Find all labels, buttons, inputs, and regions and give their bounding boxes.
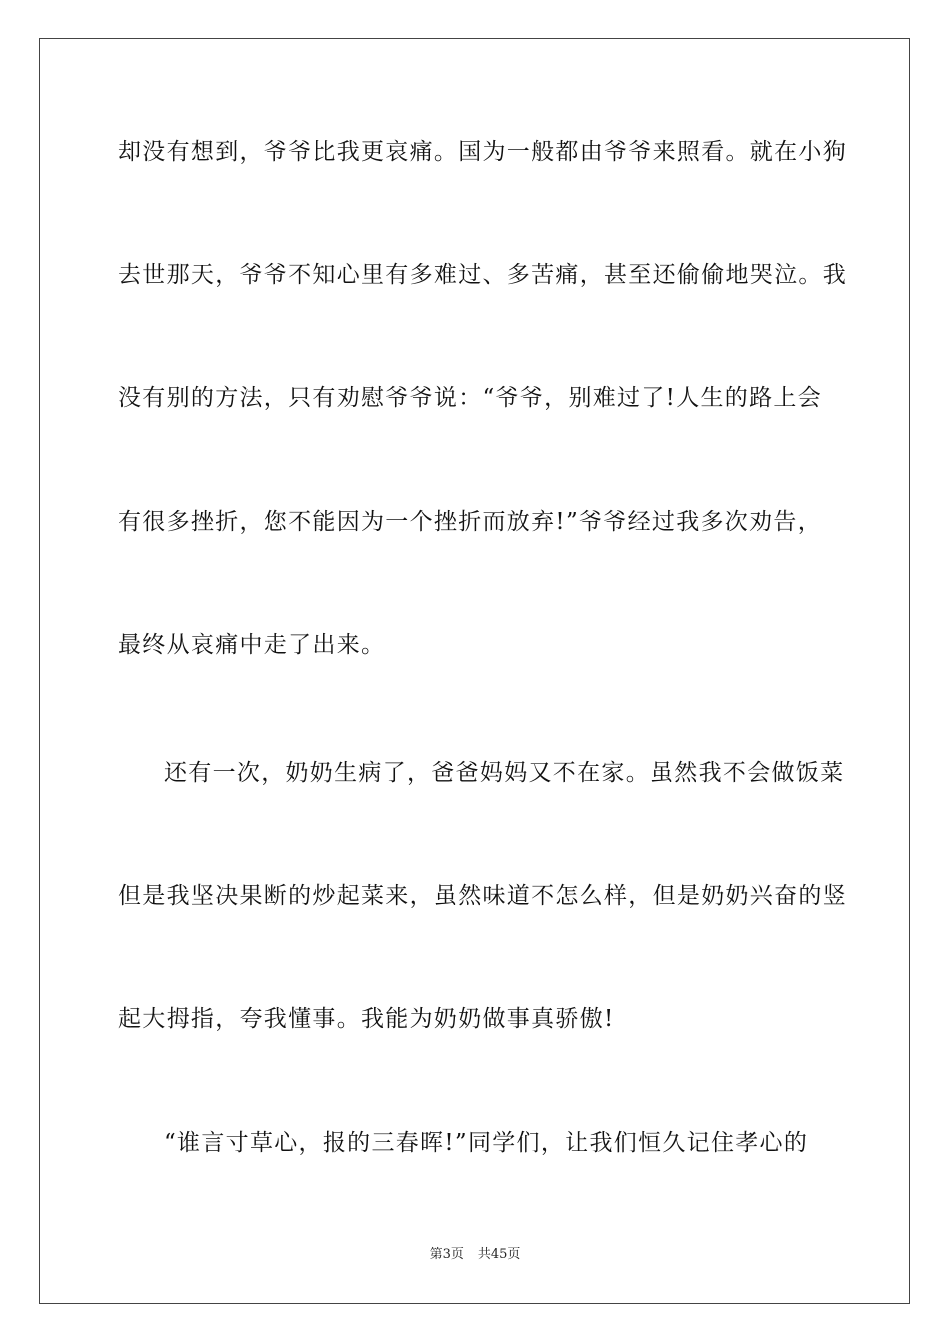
text-line: 起大拇指，夸我懂事。我能为奶奶做事真骄傲! [118,1006,615,1032]
page-number: 第3页 [429,1247,464,1262]
text-line: 最终从哀痛中走了出来。 [118,632,386,658]
text-line: 有很多挫折，您不能因为一个挫折而放弃!”爷爷经过我多次劝告， [118,509,823,535]
paragraph-start-line: 还有一次，奶奶生病了，爸爸妈妈又不在家。虽然我不会做饭菜 [164,760,845,786]
paragraph-start-line: “谁言寸草心，报的三春晖!”同学们，让我们恒久记住孝心的 [164,1130,809,1156]
text-line: 却没有想到，爷爷比我更哀痛。国为一般都由爷爷来照看。就在小狗 [118,139,847,165]
text-line: 但是我坚决果断的炒起菜来，虽然味道不怎么样，但是奶奶兴奋的竖 [118,883,847,909]
page-footer [0,1246,950,1264]
text-line: 没有别的方法，只有劝慰爷爷说：“爷爷，别难过了!人生的路上会 [118,385,823,411]
page-total: 共45页 [477,1247,521,1262]
page-border [39,38,910,1304]
text-line: 去世那天，爷爷不知心里有多难过、多苦痛，甚至还偷偷地哭泣。我 [118,262,847,288]
